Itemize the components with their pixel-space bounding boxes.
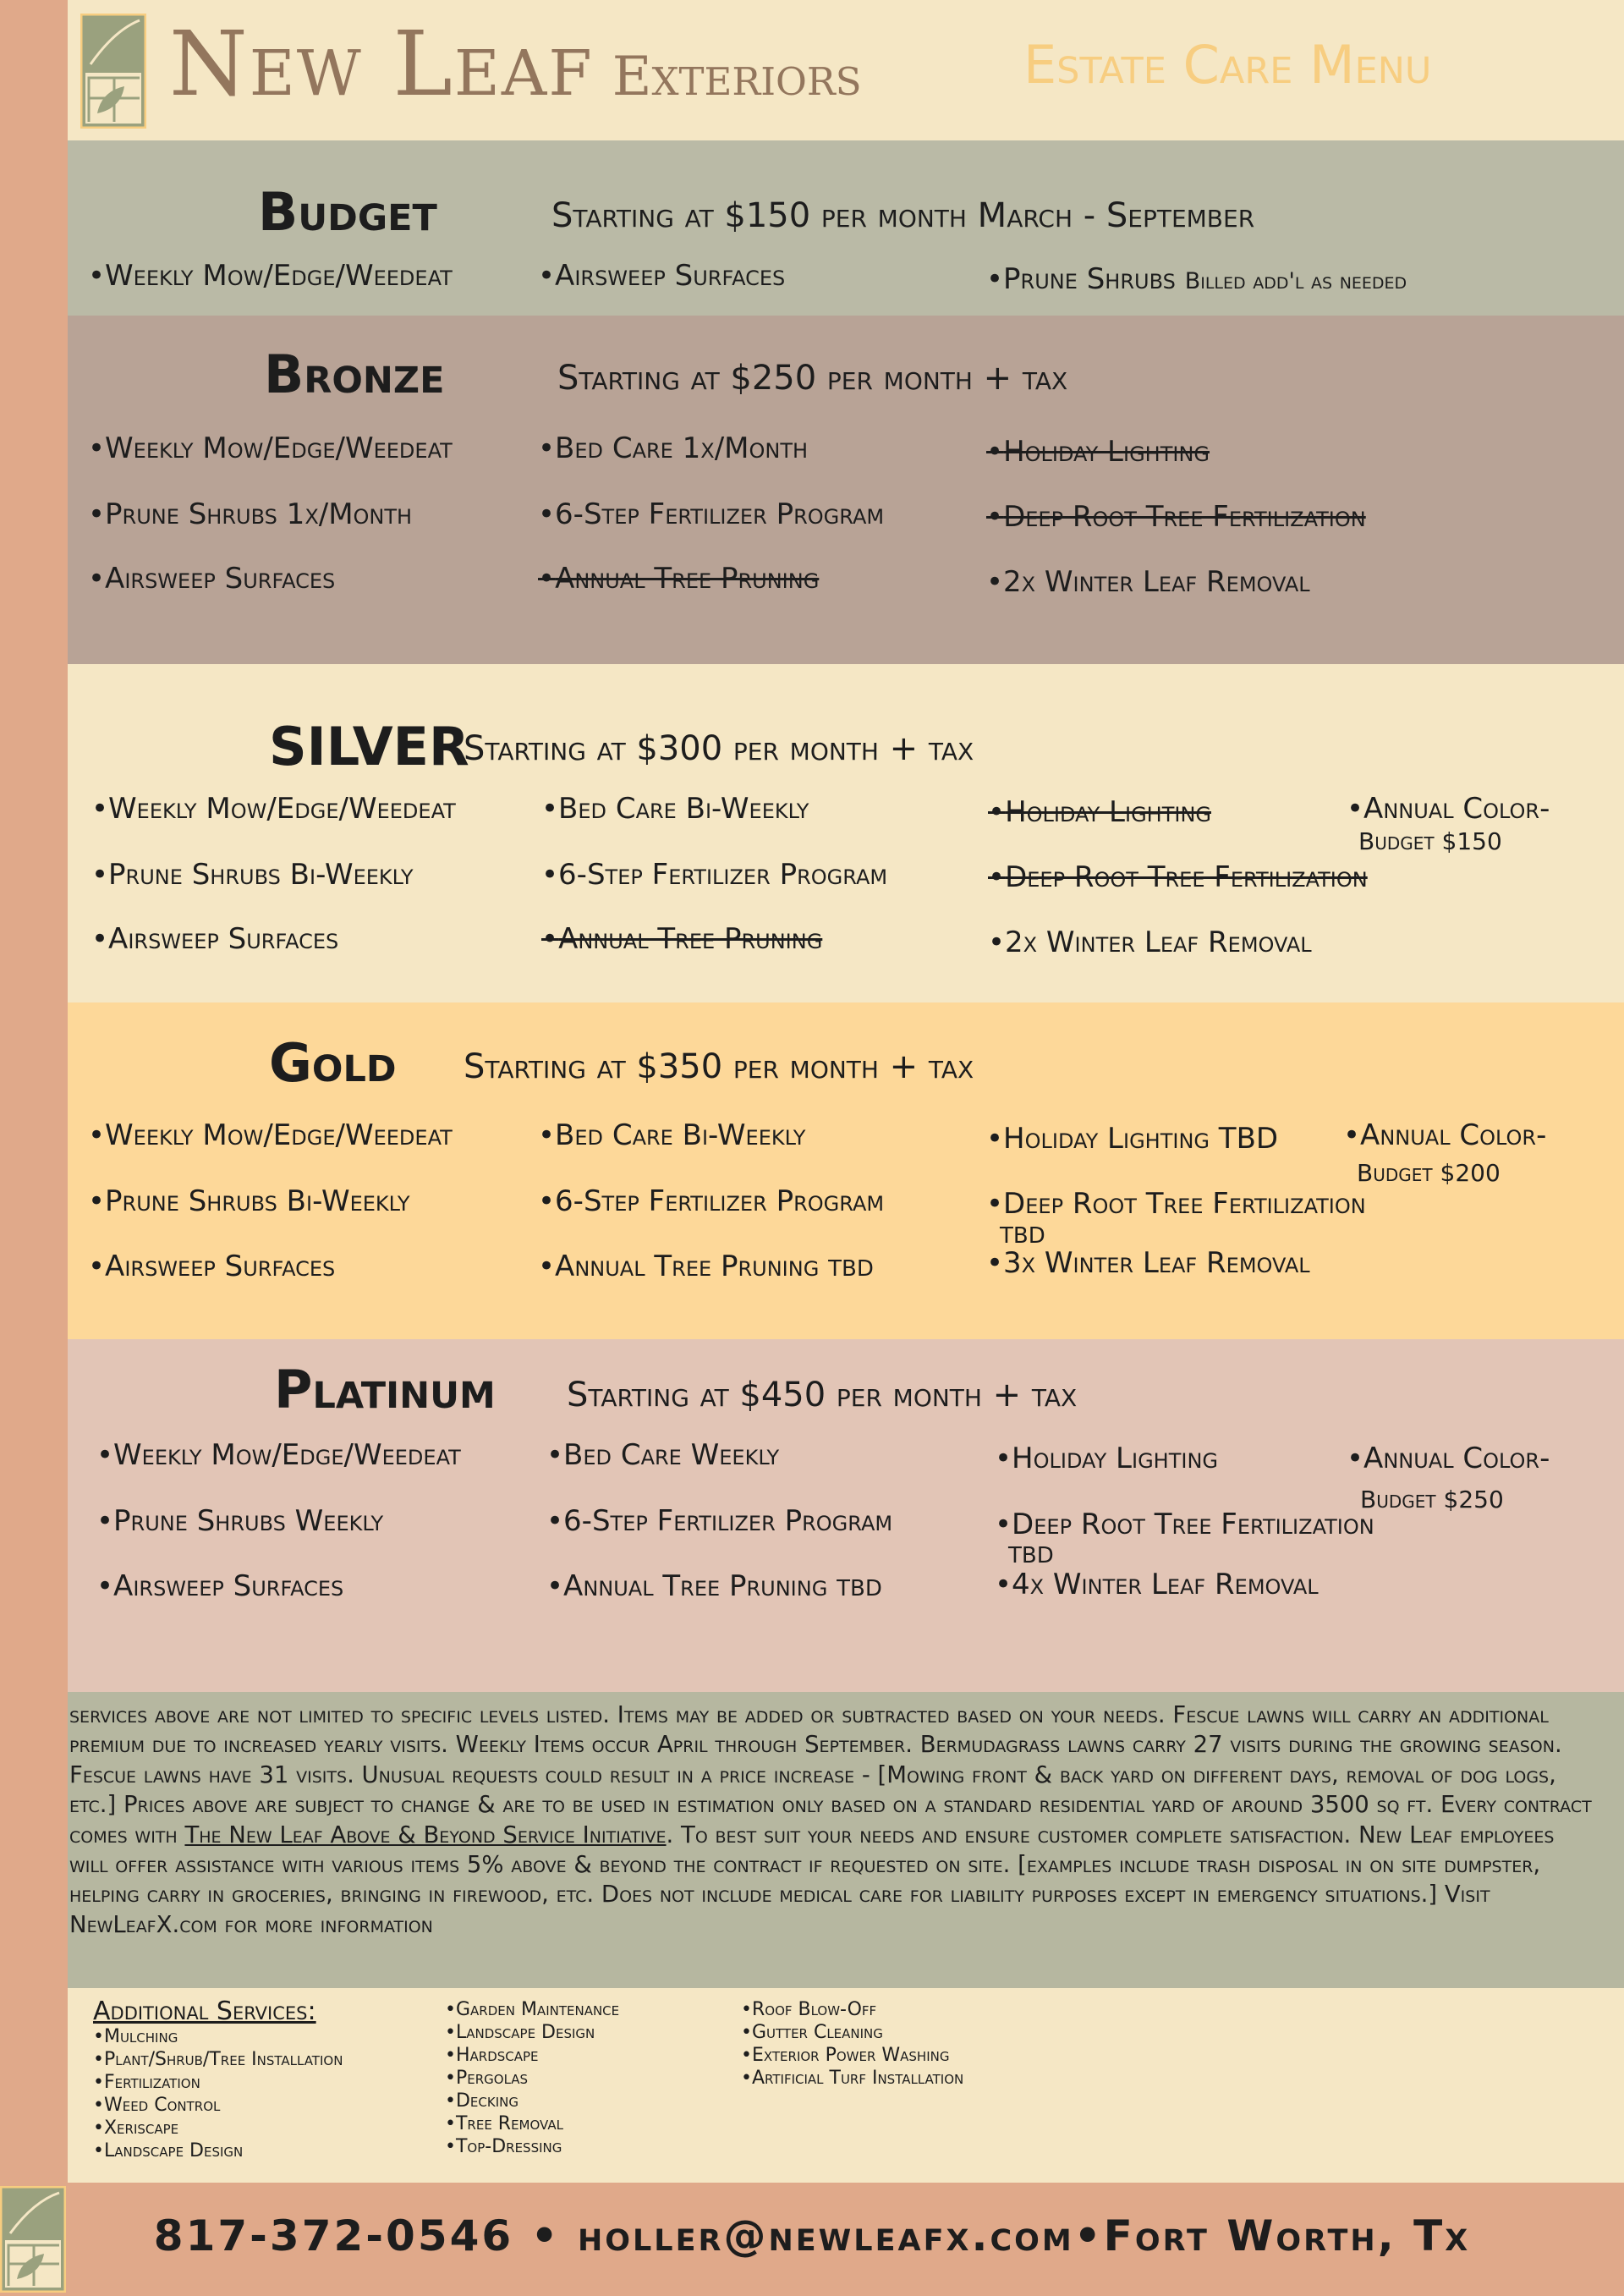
budget-item-prune-label: •Prune Shrubs xyxy=(986,262,1176,296)
silver-item-tree-pruning: •Annual Tree Pruning xyxy=(541,922,823,956)
tier-silver-name: SILVER xyxy=(269,716,469,777)
gold-item-color: •Annual Color- xyxy=(1343,1118,1547,1152)
add-item: •Xeriscape xyxy=(93,2117,179,2139)
tier-budget-price: Starting at $150 per month March - September xyxy=(551,196,1255,235)
gold-item-fertilizer: •6-Step Fertilizer Program xyxy=(538,1184,885,1218)
platinum-item-bedcare: •Bed Care Weekly xyxy=(546,1438,780,1472)
additional-col-1 xyxy=(93,2025,343,2162)
gold-item-tree-pruning xyxy=(538,1250,874,1283)
platinum-item-leaf: •4x Winter Leaf Removal xyxy=(995,1568,1319,1601)
terms-notes xyxy=(69,1700,1592,1940)
gold-item-leaf: •3x Winter Leaf Removal xyxy=(986,1246,1310,1280)
platinum-item-color: •Annual Color- xyxy=(1347,1442,1550,1475)
platinum-item-deep-root-tbd: TBD xyxy=(1008,1543,1054,1568)
gold-item-bedcare: •Bed Care Bi-Weekly xyxy=(538,1118,806,1152)
additional-services-title: Additional Services: xyxy=(93,1997,316,2026)
silver-item-prune: •Prune Shrubs Bi-Weekly xyxy=(91,858,414,892)
platinum-item-airsweep: •Airsweep Surfaces xyxy=(96,1569,344,1603)
add-item: •Landscape Design xyxy=(93,2140,244,2161)
add-item: •Tree Removal xyxy=(445,2113,563,2134)
gold-item-tree-pruning-tbd: TBD xyxy=(828,1256,874,1282)
bronze-item-tree-pruning: •Annual Tree Pruning xyxy=(538,562,820,596)
platinum-item-mow: •Weekly Mow/Edge/Weedeat xyxy=(96,1438,461,1472)
tier-bronze-price: Starting at $250 per month + tax xyxy=(557,359,1068,398)
add-item: •Artificial Turf Installation xyxy=(741,2068,964,2089)
gold-item-deep-root-tbd: TBD xyxy=(1000,1223,1045,1249)
bronze-item-holiday-label: Holiday Lighting xyxy=(1003,435,1210,469)
platinum-item-prune: •Prune Shrubs Weekly xyxy=(96,1504,384,1538)
add-item: •Landscape Design xyxy=(445,2022,595,2043)
notes-part2: . To best suit your needs and ensure customer complete satisfaction. New Leaf employees will offer assistance with various items 5% above & beyond the contract if requested on site. [examples include trash disposal in on site dumpster, helping carry in groceries, bringing in firewood, etc. Does not include medical care for liability purposes except in emergency situations.] Visit NewLeafX.com for more information xyxy=(69,1821,1555,1938)
add-item: •Hardscape xyxy=(445,2045,539,2066)
add-item: •Decking xyxy=(445,2090,518,2112)
notes-part1: services above are not limited to specific levels listed. Items may be added or subtracted based on your needs. Fescue lawns will carry an additional premium due to increased yearly visits. Weekly Items occur April through September. Bermudagrass lawns carry 27 visits during the growing season. Fescue lawns have 31 visits. Unusual requests could result in a price increase - [Mowing front & back yard on different days, removal of dog logs, etc.] Prices above are subject to change & are to be used in estimation only based on a standard residential yard of around 3500 sq ft. Every contract comes with xyxy=(69,1701,1592,1848)
silver-item-leaf: •2x Winter Leaf Removal xyxy=(988,926,1312,959)
tier-platinum-name: Platinum xyxy=(274,1359,496,1420)
tier-budget-name: Budget xyxy=(258,181,437,243)
add-item: •Gutter Cleaning xyxy=(741,2022,883,2043)
silver-item-airsweep: •Airsweep Surfaces xyxy=(91,922,339,956)
leaf-logo-icon xyxy=(80,14,146,129)
silver-item-color-budget: Budget $150 xyxy=(1358,827,1502,855)
additional-col-3 xyxy=(741,1998,963,2090)
add-item: •Top-Dressing xyxy=(445,2136,562,2157)
budget-item-prune-note: Billed add'l as needed xyxy=(1184,268,1407,294)
add-item: •Roof Blow-Off xyxy=(741,1999,877,2020)
platinum-item-fertilizer: •6-Step Fertilizer Program xyxy=(546,1504,893,1538)
silver-item-fertilizer: •6-Step Fertilizer Program xyxy=(541,858,888,892)
gold-item-airsweep: •Airsweep Surfaces xyxy=(88,1250,336,1283)
platinum-item-deep-root: •Deep Root Tree Fertilization xyxy=(995,1508,1374,1541)
gold-item-color-budget: Budget $200 xyxy=(1357,1159,1501,1187)
silver-item-deep-root-label: Deep Root Tree Fertilization xyxy=(1005,860,1368,894)
bronze-item-deep-root: •Deep Root Tree Fertilization xyxy=(986,500,1366,534)
gold-item-tree-pruning-label: •Annual Tree Pruning xyxy=(538,1250,820,1283)
bronze-item-leaf: •2x Winter Leaf Removal xyxy=(986,565,1310,599)
left-stripe xyxy=(0,0,68,2296)
brand-name: New Leaf xyxy=(169,12,594,116)
budget-item-mow: •Weekly Mow/Edge/Weedeat xyxy=(88,259,453,293)
budget-item-prune xyxy=(986,262,1407,296)
bronze-item-mow: •Weekly Mow/Edge/Weedeat xyxy=(88,431,453,465)
silver-item-holiday-label: Holiday Lighting xyxy=(1005,795,1212,829)
add-item: •Garden Maintenance xyxy=(445,1999,620,2020)
additional-col-2 xyxy=(445,1998,619,2158)
tier-bronze-name: Bronze xyxy=(264,343,445,405)
gold-item-deep-root: •Deep Root Tree Fertilization xyxy=(986,1187,1366,1221)
silver-item-color: •Annual Color- xyxy=(1347,792,1550,826)
brand-title xyxy=(169,12,862,116)
bronze-item-fertilizer: •6-Step Fertilizer Program xyxy=(538,497,885,531)
add-item: •Fertilization xyxy=(93,2072,200,2093)
add-item: •Mulching xyxy=(93,2026,178,2047)
platinum-item-tree-pruning-tbd: TBD xyxy=(837,1576,882,1601)
budget-item-airsweep: •Airsweep Surfaces xyxy=(538,259,786,293)
brand-sub: Exteriors xyxy=(612,46,862,108)
tier-gold-price: Starting at $350 per month + tax xyxy=(464,1047,974,1086)
tier-silver-price: Starting at $300 per month + tax xyxy=(464,729,974,768)
bronze-item-prune: •Prune Shrubs 1x/Month xyxy=(88,497,413,531)
bronze-item-tree-pruning-label: Annual Tree Pruning xyxy=(555,562,820,596)
silver-item-tree-pruning-label: Annual Tree Pruning xyxy=(558,922,823,956)
tier-gold-name: Gold xyxy=(269,1032,397,1094)
platinum-item-tree-pruning-label: •Annual Tree Pruning xyxy=(546,1569,828,1603)
gold-item-holiday: •Holiday Lighting TBD xyxy=(986,1122,1279,1156)
silver-item-mow: •Weekly Mow/Edge/Weedeat xyxy=(91,792,456,826)
menu-title: Estate Care Menu xyxy=(1023,34,1432,96)
silver-item-deep-root: •Deep Root Tree Fertilization xyxy=(988,860,1368,894)
bronze-item-airsweep: •Airsweep Surfaces xyxy=(88,562,336,596)
bronze-item-bedcare: •Bed Care 1x/Month xyxy=(538,431,809,465)
add-item: •Plant/Shrub/Tree Installation xyxy=(93,2049,343,2070)
add-item: •Pergolas xyxy=(445,2068,529,2089)
gold-item-mow: •Weekly Mow/Edge/Weedeat xyxy=(88,1118,453,1152)
footer-contact[interactable]: 817-372-0546 • holler@newleafx.com•Fort Worth, Tx xyxy=(153,2211,1471,2260)
platinum-item-color-budget: Budget $250 xyxy=(1360,1486,1504,1513)
add-item: •Weed Control xyxy=(93,2095,221,2116)
bronze-item-deep-root-label: Deep Root Tree Fertilization xyxy=(1003,500,1366,534)
above-beyond-link[interactable]: The New Leaf Above & Beyond Service Initiative xyxy=(184,1821,667,1848)
silver-item-holiday: •Holiday Lighting xyxy=(988,795,1212,829)
silver-item-bedcare: •Bed Care Bi-Weekly xyxy=(541,792,809,826)
add-item: •Exterior Power Washing xyxy=(741,2045,950,2066)
platinum-item-holiday: •Holiday Lighting xyxy=(995,1442,1218,1475)
bronze-item-holiday: •Holiday Lighting xyxy=(986,435,1210,469)
gold-item-prune: •Prune Shrubs Bi-Weekly xyxy=(88,1184,410,1218)
tier-platinum-price: Starting at $450 per month + tax xyxy=(567,1376,1078,1414)
platinum-item-tree-pruning xyxy=(546,1569,882,1603)
